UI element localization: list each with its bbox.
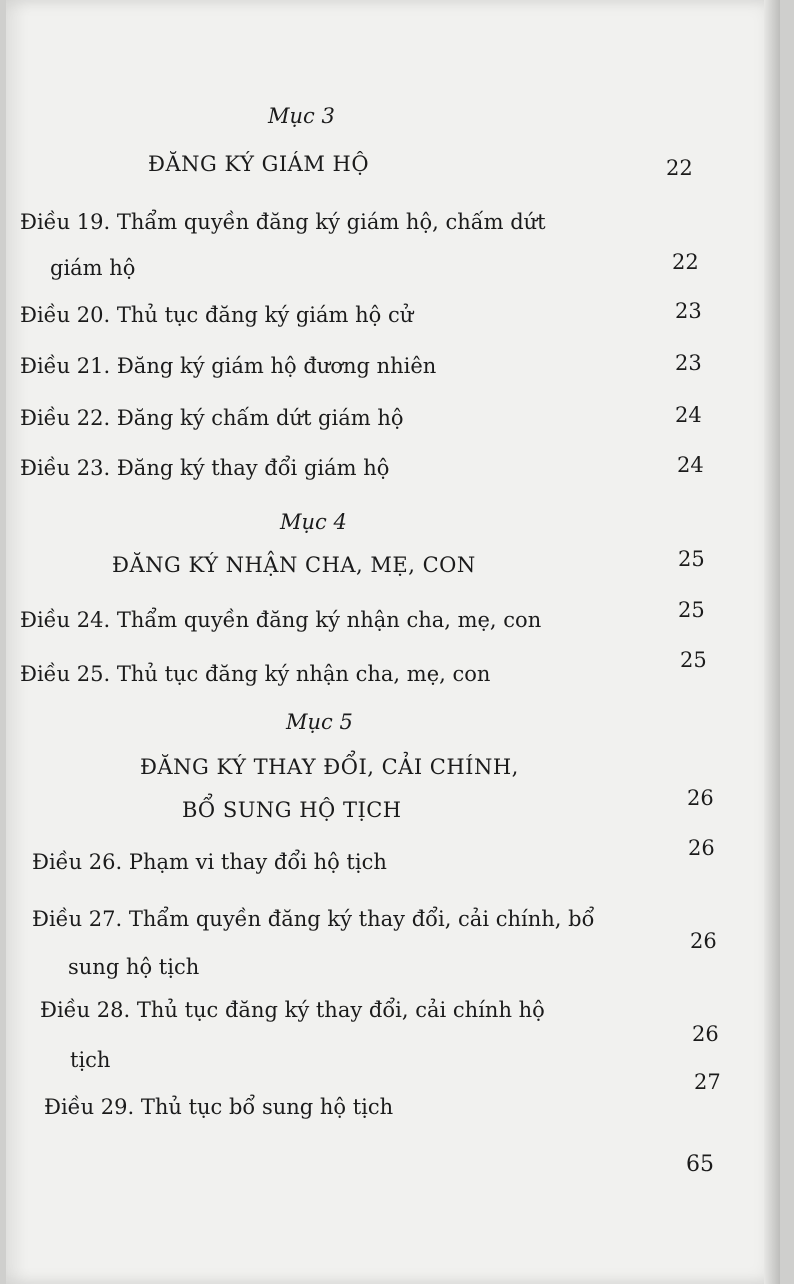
page-ref-dieu20: 23 xyxy=(675,299,702,323)
toc-entry-dieu26: Điều 26. Phạm vi thay đổi hộ tịch xyxy=(32,850,387,874)
toc-entry-dieu24: Điều 24. Thẩm quyền đăng ký nhận cha, mẹ, con xyxy=(20,608,542,632)
section-title-muc5-line1: ĐĂNG KÝ THAY ĐỔI, CẢI CHÍNH, xyxy=(140,755,519,779)
toc-entry-dieu28-cont: tịch xyxy=(70,1048,111,1072)
toc-entry-dieu21: Điều 21. Đăng ký giám hộ đương nhiên xyxy=(20,354,437,378)
page-ref-dieu22: 24 xyxy=(675,403,702,427)
page-ref-dieu25: 25 xyxy=(680,648,707,672)
toc-entry-dieu20: Điều 20. Thủ tục đăng ký giám hộ cử xyxy=(20,303,414,327)
toc-entry-dieu19: Điều 19. Thẩm quyền đăng ký giám hộ, chấm dứt xyxy=(20,210,546,234)
section-title-muc5-line2: BỔ SUNG HỘ TỊCH xyxy=(182,798,402,822)
page-edge xyxy=(764,0,780,1284)
toc-entry-dieu27: Điều 27. Thẩm quyền đăng ký thay đổi, cải chính, bổ xyxy=(32,907,595,931)
toc-entry-dieu19-cont: giám hộ xyxy=(50,256,136,280)
page-number: 65 xyxy=(686,1152,714,1177)
page-ref-dieu23: 24 xyxy=(677,453,704,477)
toc-entry-dieu29: Điều 29. Thủ tục bổ sung hộ tịch xyxy=(44,1095,394,1119)
toc-entry-dieu22: Điều 22. Đăng ký chấm dứt giám hộ xyxy=(20,406,404,430)
page-ref-muc5: 26 xyxy=(687,786,714,810)
page-ref-muc3: 22 xyxy=(666,156,693,180)
section-title-muc3: ĐĂNG KÝ GIÁM HỘ xyxy=(148,152,370,176)
page-ref-dieu21: 23 xyxy=(675,351,702,375)
page-ref-dieu29: 27 xyxy=(694,1070,721,1094)
book-page xyxy=(6,0,780,1284)
toc-entry-dieu25: Điều 25. Thủ tục đăng ký nhận cha, mẹ, con xyxy=(20,662,491,686)
page-ref-muc4: 25 xyxy=(678,547,705,571)
toc-entry-dieu28: Điều 28. Thủ tục đăng ký thay đổi, cải chính hộ xyxy=(40,998,545,1022)
page-ref-dieu28: 26 xyxy=(692,1022,719,1046)
section-heading-muc3: Mục 3 xyxy=(268,104,335,128)
page-ref-dieu19: 22 xyxy=(672,250,699,274)
page-ref-dieu24: 25 xyxy=(678,598,705,622)
section-heading-muc5: Mục 5 xyxy=(286,710,353,734)
section-title-muc4: ĐĂNG KÝ NHẬN CHA, MẸ, CON xyxy=(112,553,476,577)
page-ref-dieu26: 26 xyxy=(688,836,715,860)
toc-entry-dieu27-cont: sung hộ tịch xyxy=(68,955,200,979)
section-heading-muc4: Mục 4 xyxy=(280,510,347,534)
page-ref-dieu27: 26 xyxy=(690,929,717,953)
toc-entry-dieu23: Điều 23. Đăng ký thay đổi giám hộ xyxy=(20,456,390,480)
